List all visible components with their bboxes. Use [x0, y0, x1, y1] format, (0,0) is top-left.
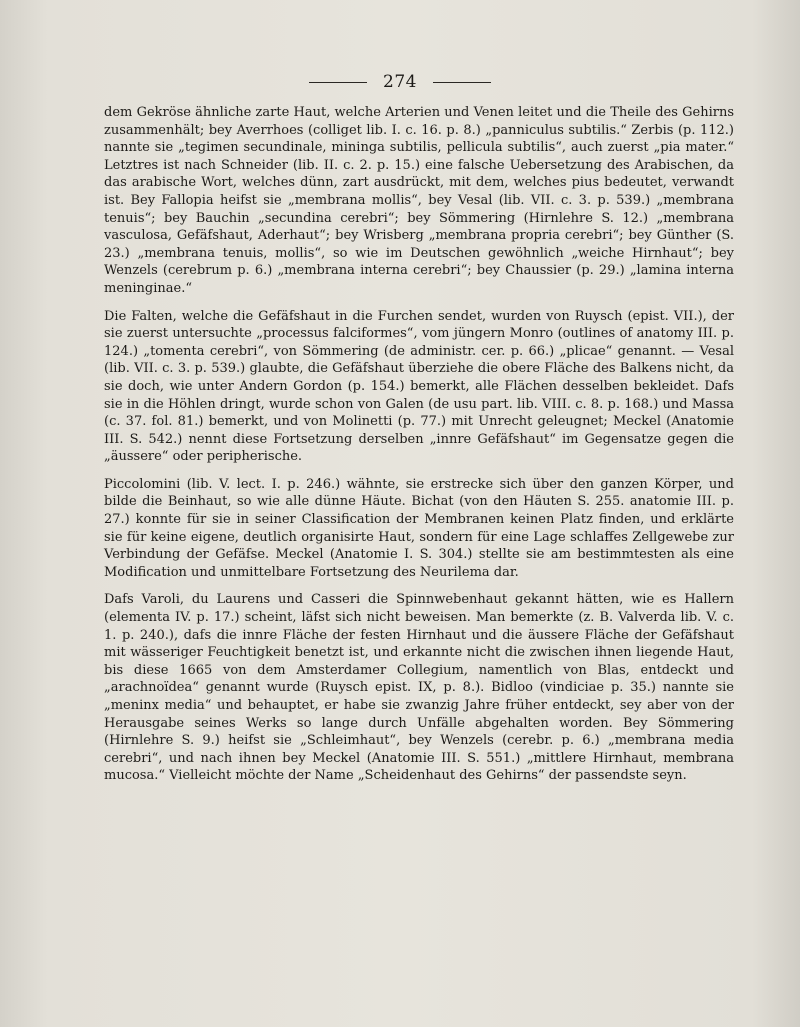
paragraph-folds-of-vascular-membrane: Die Falten, welche die Gefäfshaut in die Furchen sendet, wurden von Ruysch (epist. VII.), der sie zuerst untersuchte „processus falciformes“, vom jüngern Monro (outlines of anatomy III. p. 124.) „tomenta cerebri“, von Sömmering (de administr. cer. p. 66.) „plicae“ genannt. — Vesal (lib. VII. c. 3. p. 539.) glaubte, die Gefäfshaut überziehe die obere Fläche des Balkens nicht, da sie doch, wie unter Andern Gordon (p. 154.) bemerkt, alle Flächen desselben bekleidet. Dafs sie in die Höhlen dringt, wurde schon von Galen (de usu part. lib. VIII. c. 8. p. 168.) und Massa (c. 37. fol. 81.) bemerkt, und von Molinetti (p. 77.) mit Unrecht geleugnet; Meckel (Anatomie III. S. 542.) nennt diese Fortsetzung derselben „innre Gefäfshaut“ im Gegensatze gegen die „äussere“ oder peripherische.	[104, 308, 734, 465]
paragraph-pia-mater-names: dem Gekröse ähnliche zarte Haut, welche Arterien und Venen leitet und die Theile des Gehirns zusammenhält; bey Averrhoes (colliget lib. I. c. 16. p. 8.) „panniculus subtilis.“ Zerbis (p. 112.) nannte sie „tegimen secundinale, mininga subtilis, pellicula subtilis“, auch zuerst „pia mater.“ Letztres ist nach Schneider (lib. II. c. 2. p. 15.) eine falsche Uebersetzung des Arabischen, da das arabische Wort, welches dünn, zart ausdrückt, mit dem, welches pius bedeutet, verwandt ist. Bey Fallopia heifst sie „membrana mollis“, bey Vesal (lib. VII. c. 3. p. 539.) „membrana tenuis“; bey Bauchin „secundina cerebri“; bey Sömmering (Hirnlehre S. 12.) „membrana vasculosa, Gefäfshaut, Aderhaut“; bey Wrisberg „membrana propria cerebri“; bey Günther (S. 23.) „membrana tenuis, mollis“, so wie im Deutschen gewöhnlich „weiche Hirnhaut“; bey Wenzels (cerebrum p. 6.) „membrana interna cerebri“; bey Chaussier (p. 29.) „lamina interna meninginae.“	[104, 105, 734, 296]
header-rule-left	[309, 82, 367, 83]
page-header	[0, 72, 800, 92]
body-text	[104, 104, 734, 793]
paragraph-piccolomini-bichat: Piccolomini (lib. V. lect. I. p. 246.) wähnte, sie erstrecke sich über den ganzen Körper, und bilde die Beinhaut, so wie alle dünne Häute. Bichat (von den Häuten S. 255. anatomie III. p. 27.) konnte für sie in seiner Classification der Membranen keinen Platz finden, und erklärte sie für keine eigene, deutlich organisirte Haut, sondern für eine Lage schlaffes Zellgewebe zur Verbindung der Gefäfse. Meckel (Anatomie I. S. 304.) stellte sie am bestimmtesten als eine Modification und unmittelbare Fortsetzung des Neurilema dar.	[104, 476, 734, 580]
header-rule-right	[433, 82, 491, 83]
paragraph-arachnoid-history: Dafs Varoli, du Laurens und Casseri die Spinnwebenhaut gekannt hätten, wie es Hallern (elementa IV. p. 17.) scheint, läfst sich nicht beweisen. Man bemerkte (z. B. Valverda lib. V. c. 1. p. 240.), dafs die innre Fläche der festen Hirnhaut und die äussere Fläche der Gefäfshaut mit wässeriger Feuchtigkeit benetzt ist, und erkannte nicht die zwischen ihnen liegende Haut, bis diese 1665 von dem Amsterdamer Collegium, namentlich von Blas, entdeckt und „arachnoïdea“ genannt wurde (Ruysch epist. IX, p. 8.). Bidloo (vindiciae p. 35.) nannte sie „meninx media“ und behauptet, er habe sie zwanzig Jahre früher entdeckt, sey aber von der Herausgabe seines Werks so lange durch Unfälle abgehalten worden. Bey Sömmering (Hirnlehre S. 9.) heifst sie „Schleimhaut“, bey Wenzels (cerebr. p. 6.) „membrana media cerebri“, und nach ihnen bey Meckel (Anatomie III. S. 551.) „mittlere Hirnhaut, membrana mucosa.“ Vielleicht möchte der Name „Scheidenhaut des Gehirns“ der passendste seyn.	[104, 592, 734, 784]
page-number: 274	[383, 72, 417, 92]
